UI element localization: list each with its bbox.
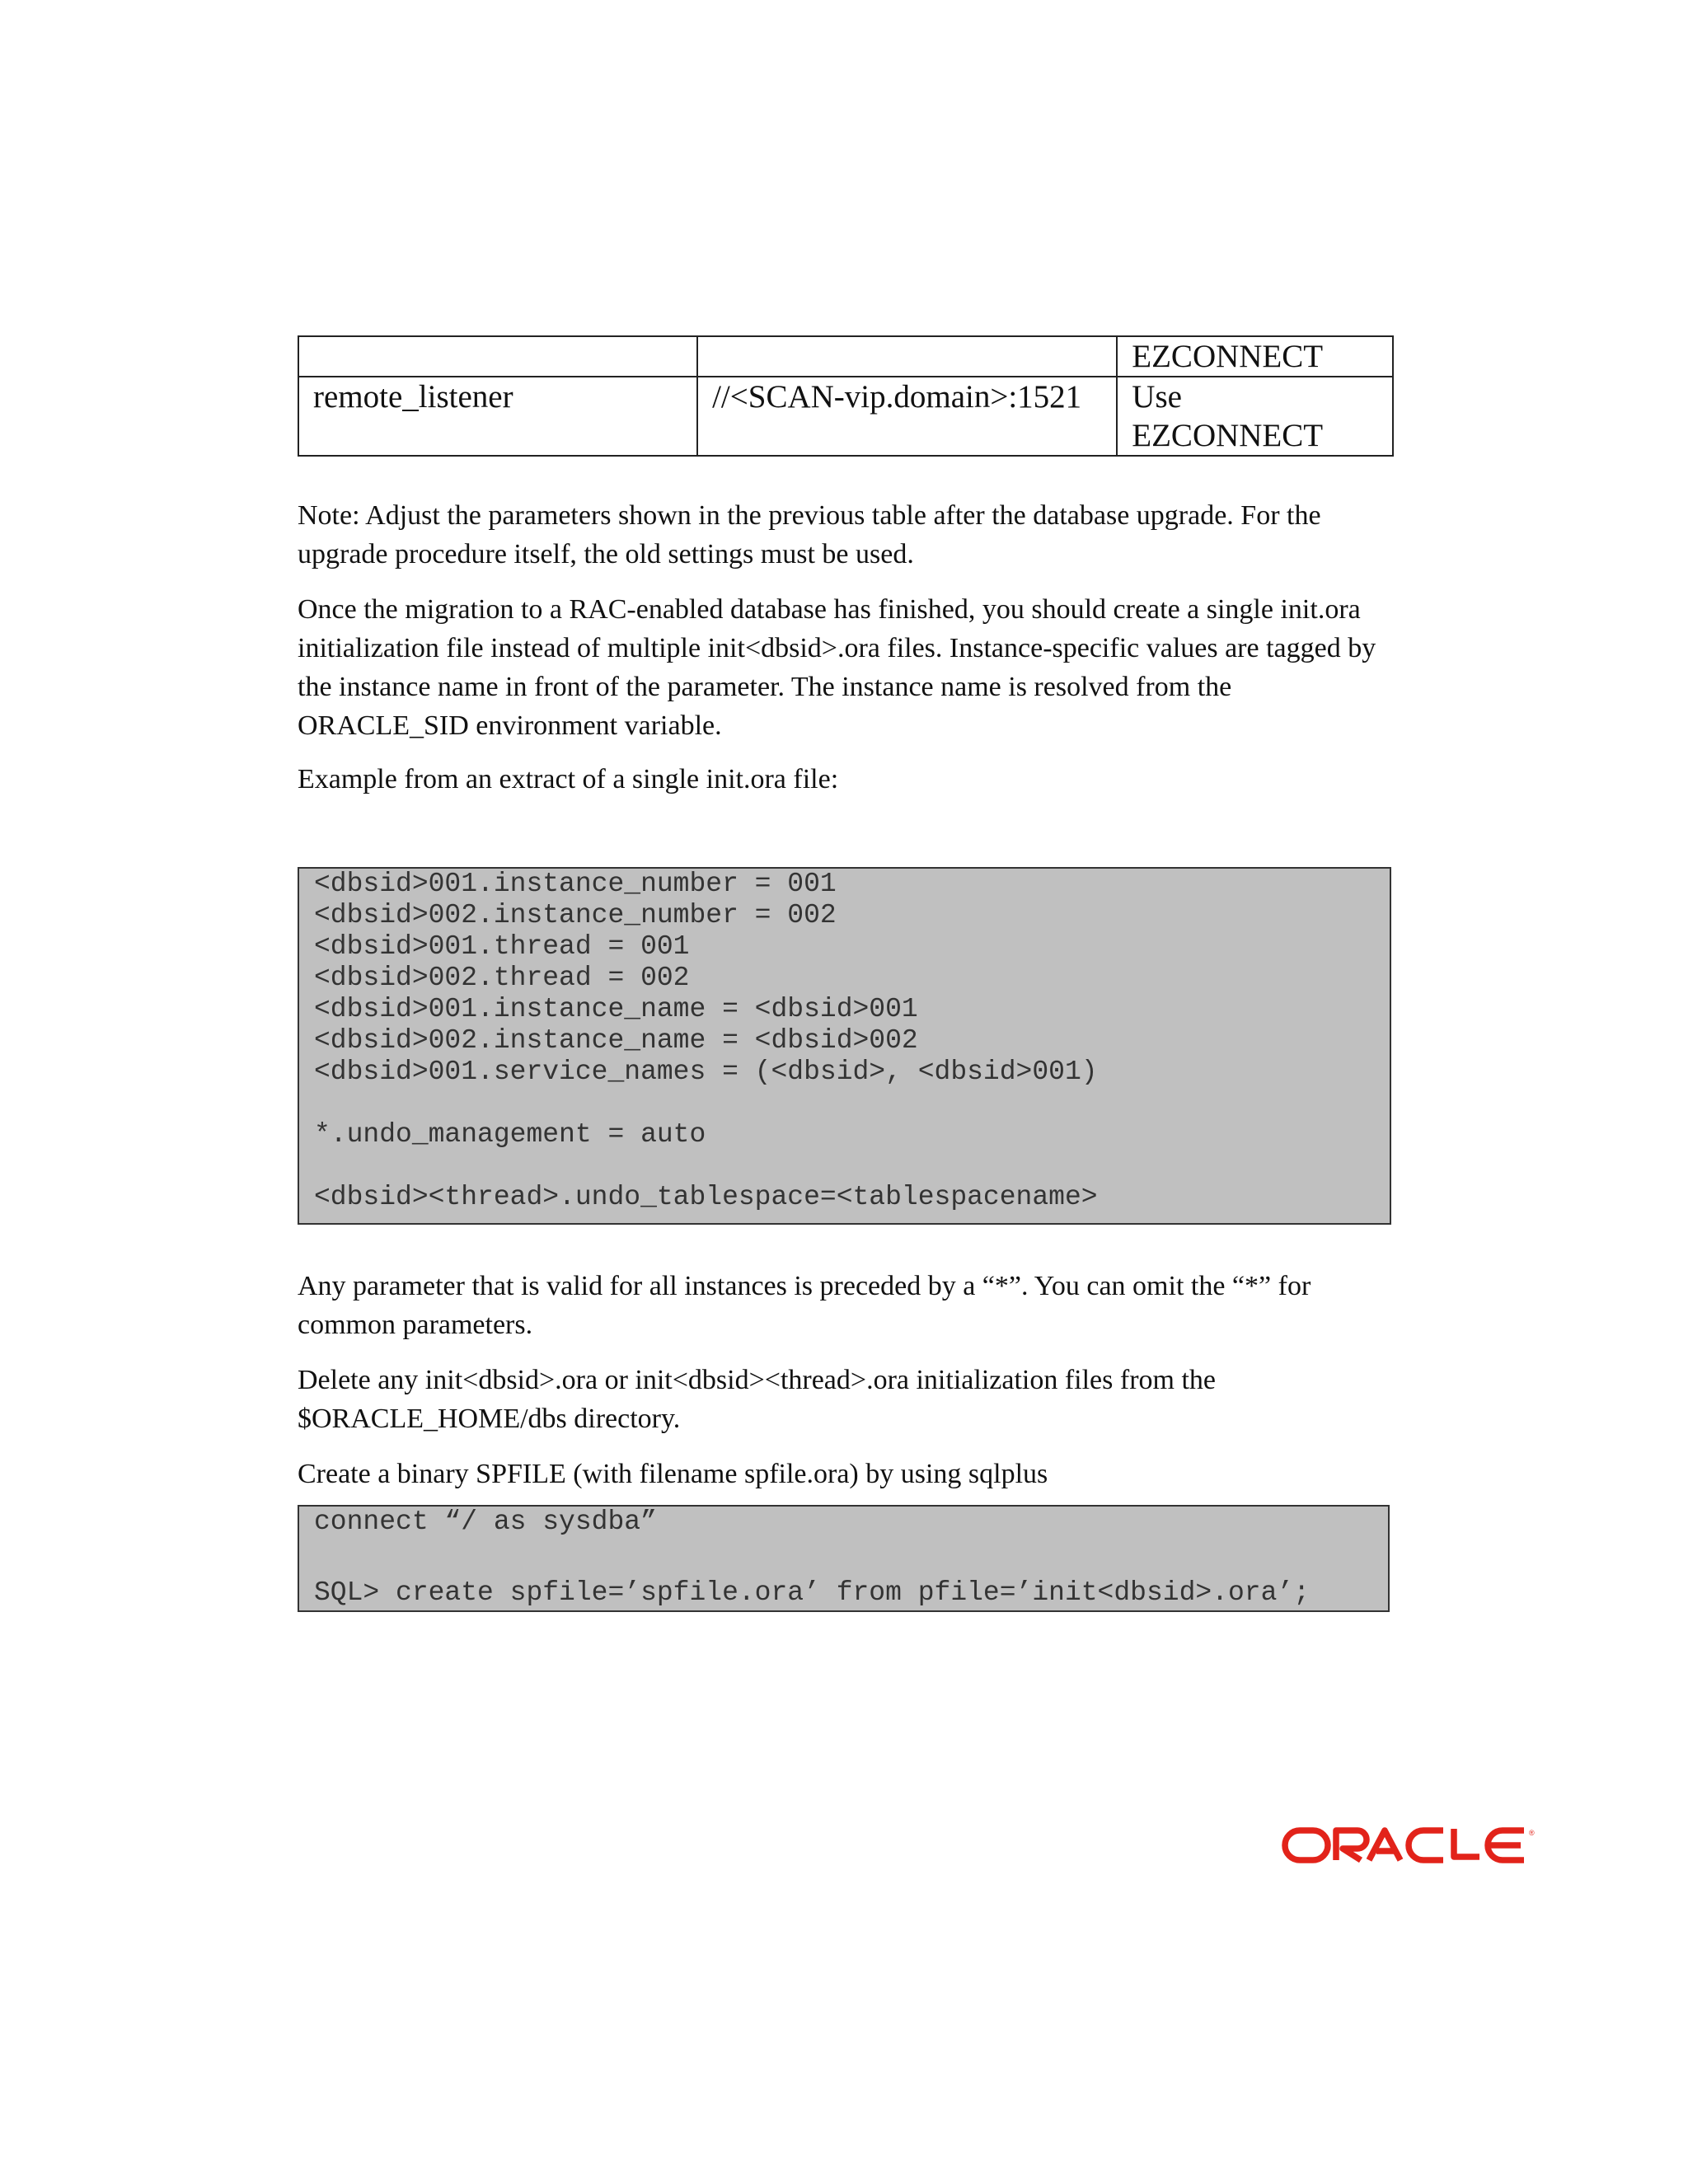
table-cell-value: //<SCAN-vip.domain>:1521 [697, 377, 1117, 456]
code-line: <dbsid>001.service_names = (<dbsid>, <dbsid>001) [314, 1057, 1098, 1087]
code-line: <dbsid>001.thread = 001 [314, 931, 690, 962]
code-line: <dbsid>001.instance_name = <dbsid>001 [314, 994, 918, 1024]
table-cell-param [298, 336, 697, 377]
example-paragraph: Example from an extract of a single init.ora file: [298, 764, 839, 794]
table-cell-comment: EZCONNECT [1117, 336, 1393, 377]
delete-paragraph: Delete any init<dbsid>.ora or init<dbsid><thread>.ora initialization files from the $ORACLE_HOME/dbs directory. [298, 1365, 1216, 1434]
init-ora-code-block [298, 867, 1391, 1225]
table-row [298, 377, 1393, 456]
code-line: <dbsid>001.instance_number = 001 [314, 869, 837, 899]
comment-line: EZCONNECT [1132, 418, 1324, 453]
table-cell-param: remote_listener [298, 377, 697, 456]
code-blank-line [314, 1538, 1388, 1577]
create-spfile-paragraph: Create a binary SPFILE (with filename spfile.ora) by using sqlplus [298, 1459, 1048, 1489]
table-row [298, 336, 1393, 377]
table-cell-comment [1117, 377, 1393, 456]
oracle-logo-image [1282, 1825, 1536, 1865]
code-line: <dbsid>002.thread = 002 [314, 963, 690, 993]
sqlplus-code-block [298, 1505, 1390, 1612]
oracle-logo [1282, 1825, 1536, 1865]
code-blank-line [314, 1151, 1390, 1182]
code-line: <dbsid>002.instance_name = <dbsid>002 [314, 1025, 918, 1056]
any-parameter-paragraph: Any parameter that is valid for all instances is preceded by a “*”. You can omit the “*” for common parameters. [298, 1271, 1311, 1340]
comment-line: Use [1132, 379, 1182, 415]
code-line: <dbsid><thread>.undo_tablespace=<tablespacename> [314, 1182, 1098, 1212]
parameter-table [298, 335, 1394, 457]
code-line: *.undo_management = auto [314, 1119, 706, 1150]
registered-mark: ® [1529, 1829, 1535, 1837]
table-cell-value [697, 336, 1117, 377]
code-line: SQL> create spfile=’spfile.ora’ from pfile=’init<dbsid>.ora’; [314, 1577, 1310, 1608]
migration-paragraph: Once the migration to a RAC-enabled database has finished, you should create a single init.ora initialization file instead of multiple init<dbsid>.ora files. Instance-specific values are tagged by the instance name in front of the parameter. The instance name is resolved from the ORACLE_SID environment variable. [298, 594, 1376, 741]
code-line: <dbsid>002.instance_number = 002 [314, 900, 837, 930]
note-paragraph: Note: Adjust the parameters shown in the previous table after the database upgrade. For the upgrade procedure itself, the old settings must be used. [298, 500, 1321, 569]
code-blank-line [314, 1088, 1390, 1119]
code-line: connect “/ as sysdba” [314, 1507, 657, 1537]
